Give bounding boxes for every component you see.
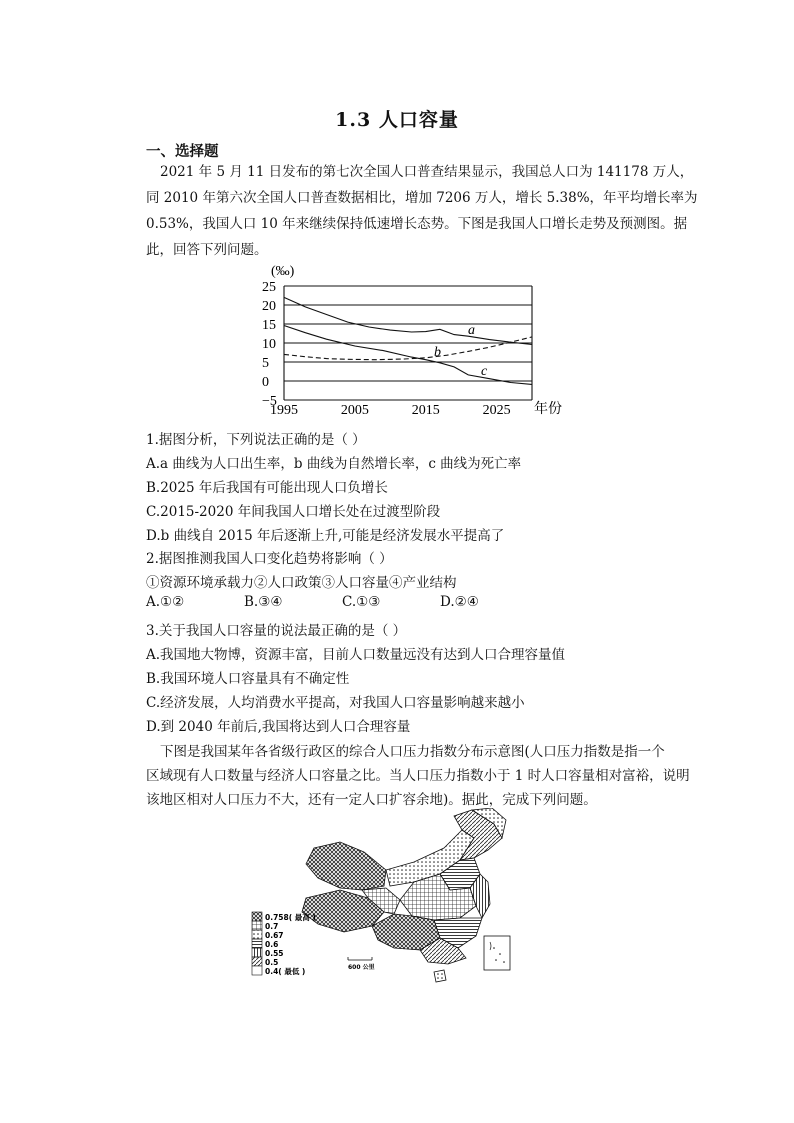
map-legend <box>252 912 316 976</box>
y-tick-labels <box>262 280 277 409</box>
q2-option-a: A.①② <box>146 594 185 610</box>
y-tick-label: −5 <box>262 394 277 409</box>
curve-label-a: a <box>468 323 475 338</box>
q1-option-b: B.2025 年后我国有可能出现人口负增长 <box>146 480 388 496</box>
page-title: 1.3 人口容量 <box>335 109 459 131</box>
legend-swatch-2 <box>252 921 262 930</box>
q1-option-a: A.a 曲线为人口出生率，b 曲线为自然增长率，c 曲线为死亡率 <box>146 456 522 472</box>
y-tick-label: 25 <box>262 280 276 295</box>
legend-label-5: 0.55 <box>265 949 284 958</box>
x-tick-label: 2025 <box>482 403 511 418</box>
x-tick-labels <box>270 403 511 418</box>
q1-option-d: D.b 曲线自 2015 年后逐渐上升,可能是经济发展水平提高了 <box>146 528 505 544</box>
x-axis-label: 年份 <box>534 402 562 417</box>
chart-series <box>284 297 532 384</box>
legend-swatch-4 <box>252 939 262 948</box>
passage2-line-3: 该地区相对人口压力不大，还有一定人口扩容余地)。据此，完成下列问题。 <box>146 792 597 808</box>
intro-line-1: 2021 年 5 月 11 日发布的第七次全国人口普查结果显示，我国总人口为 141178 万人， <box>160 164 694 180</box>
x-tick-label: 2015 <box>411 403 440 418</box>
series-line-c <box>284 326 532 385</box>
y-tick-label: 10 <box>262 337 276 352</box>
q2-items: ①资源环境承载力②人口政策③人口容量④产业结构 <box>146 575 457 591</box>
curve-label-b: b <box>434 345 441 360</box>
legend-label-4: 0.6 <box>265 940 279 949</box>
legend-label-7: 0.4( 最低 ) <box>265 967 306 976</box>
q1-option-c: C.2015-2020 年间我国人口增长处在过渡型阶段 <box>146 504 441 520</box>
scale-bar <box>348 957 375 971</box>
q3-stem: 3.关于我国人口容量的说法最正确的是（ ） <box>146 623 407 639</box>
legend-swatch-1 <box>252 912 262 921</box>
legend-swatch-7 <box>252 966 262 975</box>
region-northwest <box>306 842 386 890</box>
y-tick-label: 20 <box>262 299 276 314</box>
intro-line-2: 同 2010 年第六次全国人口普查数据相比，增加 7206 万人，增长 5.38%，年平均增长率为 <box>146 190 698 206</box>
q3-option-b: B.我国环境人口容量具有不确定性 <box>146 671 350 687</box>
q2-options <box>146 594 538 610</box>
q3-option-d: D.到 2040 年前后,我国将达到人口合理容量 <box>146 719 411 735</box>
y-tick-label: 15 <box>262 318 276 333</box>
q1-stem: 1.据图分析，下列说法正确的是（ ） <box>146 432 366 448</box>
legend-swatch-3 <box>252 930 262 939</box>
legend-label-1: 0.758( 最高 ) <box>265 913 316 922</box>
south-china-sea-inset <box>484 936 510 970</box>
q3-option-c: C.经济发展，人均消费水平提高，对我国人口容量影响越来越小 <box>146 695 525 711</box>
region-hainan <box>434 970 446 982</box>
intro-line-3: 0.53%，我国人口 10 年来继续保持低速增长态势。下图是我国人口增长走势及预测图。据 <box>146 216 688 232</box>
y-axis-label: (‰) <box>271 264 295 279</box>
y-tick-label: 5 <box>262 356 269 371</box>
legend-label-2: 0.7 <box>265 922 279 931</box>
passage2-line-1: 下图是我国某年各省级行政区的综合人口压力指数分布示意图(人口压力指数是指一个 <box>160 744 665 760</box>
legend-label-6: 0.5 <box>265 958 279 967</box>
legend-swatch-5 <box>252 948 262 957</box>
section-heading: 一、选择题 <box>146 143 219 160</box>
legend-swatch-6 <box>252 957 262 966</box>
y-tick-label: 0 <box>262 375 269 390</box>
intro-line-4: 此，回答下列问题。 <box>146 242 268 258</box>
scale-bar-label: 600 公里 <box>348 964 375 971</box>
q2-stem: 2.据图推测我国人口变化趋势将影响（ ） <box>146 551 393 567</box>
q2-option-d: D.②④ <box>440 594 479 610</box>
chart-grid <box>284 286 532 400</box>
x-tick-label: 2005 <box>340 403 369 418</box>
curve-label-c: c <box>481 364 488 379</box>
population-growth-chart <box>262 262 592 422</box>
q2-option-c: C.①③ <box>342 594 381 610</box>
passage2-line-2: 区域现有人口数量与经济人口容量之比。当人口压力指数小于 1 时人口容量相对富裕，说明 <box>146 768 690 784</box>
population-pressure-map <box>244 808 524 990</box>
china-map-regions <box>302 808 506 982</box>
q2-option-b: B.③④ <box>244 594 283 610</box>
x-tick-label: 1995 <box>270 403 298 418</box>
legend-label-3: 0.67 <box>265 931 284 940</box>
q3-option-a: A.我国地大物博，资源丰富，目前人口数量远没有达到人口合理容量值 <box>146 647 566 663</box>
